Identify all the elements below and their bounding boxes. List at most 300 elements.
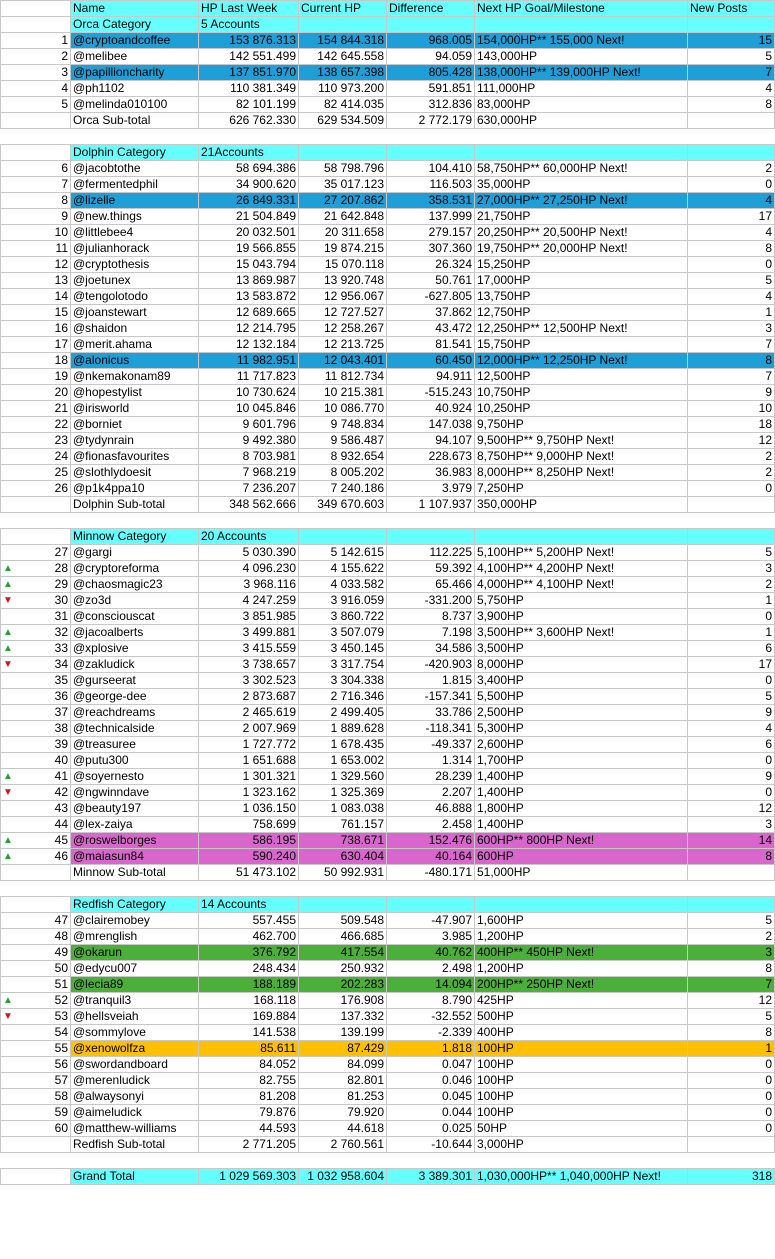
row-index: 6 — [11, 161, 71, 177]
new-posts: 5 — [688, 273, 775, 289]
spacer-cell — [475, 129, 688, 145]
hp-last-week: 142 551.499 — [199, 49, 299, 65]
difference: 116.503 — [387, 177, 475, 193]
subtotal-goal: 51,000HP — [475, 865, 688, 881]
trend-cell — [1, 897, 11, 913]
row-index: 16 — [11, 321, 71, 337]
account-name: @slothlydoesit — [71, 465, 199, 481]
category-empty-cell — [299, 17, 387, 33]
next-goal: 1,400HP — [475, 769, 688, 785]
triangle-up-icon: ▲ — [3, 771, 13, 782]
next-goal: 138,000HP** 139,000HP Next! — [475, 65, 688, 81]
header-row — [1, 1, 775, 17]
new-posts: 8 — [688, 241, 775, 257]
account-name: @mrenglish — [71, 929, 199, 945]
account-name: @fermentedphil — [71, 177, 199, 193]
new-posts: 12 — [688, 433, 775, 449]
table-row — [1, 385, 775, 401]
hp-last-week: 188.189 — [199, 977, 299, 993]
current-hp: 12 727.527 — [299, 305, 387, 321]
subtotal-difference: -480.171 — [387, 865, 475, 881]
row-index: 12 — [11, 257, 71, 273]
category-accounts: 20 Accounts — [199, 529, 299, 545]
current-hp: 1 889.628 — [299, 721, 387, 737]
table-row — [1, 1009, 775, 1025]
new-posts: 9 — [688, 385, 775, 401]
next-goal: 35,000HP — [475, 177, 688, 193]
trend-cell — [1, 417, 11, 433]
trend-cell — [1, 145, 11, 161]
table-row — [1, 161, 775, 177]
trend-cell — [1, 641, 11, 657]
difference: 65.466 — [387, 577, 475, 593]
header-index-cell — [11, 1, 71, 17]
trend-cell — [1, 593, 11, 609]
row-index: 24 — [11, 449, 71, 465]
next-goal: 1,200HP — [475, 961, 688, 977]
difference: 805.428 — [387, 65, 475, 81]
table-row — [1, 737, 775, 753]
spacer-cell — [11, 129, 71, 145]
table-row — [1, 465, 775, 481]
account-name: @cryptoandcoffee — [71, 33, 199, 49]
trend-cell — [1, 369, 11, 385]
row-index: 15 — [11, 305, 71, 321]
trend-cell — [1, 1169, 11, 1185]
subtotal-row — [1, 865, 775, 881]
subtotal-label: Orca Sub-total — [71, 113, 199, 129]
spacer-cell — [475, 1153, 688, 1169]
trend-cell — [1, 433, 11, 449]
table-row — [1, 577, 775, 593]
difference: 26.324 — [387, 257, 475, 273]
current-hp: 44.618 — [299, 1121, 387, 1137]
current-hp: 84.099 — [299, 1057, 387, 1073]
spacer-cell — [387, 129, 475, 145]
difference: 1.314 — [387, 753, 475, 769]
hp-last-week: 462.700 — [199, 929, 299, 945]
hp-last-week: 85.611 — [199, 1041, 299, 1057]
table-row — [1, 561, 775, 577]
next-goal: 100HP — [475, 1073, 688, 1089]
subtotal-hp-last-week: 626 762.330 — [199, 113, 299, 129]
difference: -627.805 — [387, 289, 475, 305]
current-hp: 630.404 — [299, 849, 387, 865]
trend-cell — [1, 353, 11, 369]
hp-last-week: 169.884 — [199, 1009, 299, 1025]
grand-total-label: Grand Total — [71, 1169, 199, 1185]
new-posts: 4 — [688, 721, 775, 737]
current-hp: 82 414.035 — [299, 97, 387, 113]
next-goal: 12,750HP — [475, 305, 688, 321]
row-index: 47 — [11, 913, 71, 929]
current-hp: 27 207.862 — [299, 193, 387, 209]
header-trend-cell — [1, 1, 11, 17]
next-goal: 200HP** 250HP Next! — [475, 977, 688, 993]
current-hp: 12 956.067 — [299, 289, 387, 305]
spacer-cell — [11, 513, 71, 529]
difference: 0.046 — [387, 1073, 475, 1089]
table-row — [1, 321, 775, 337]
difference: 60.450 — [387, 353, 475, 369]
row-index: 43 — [11, 801, 71, 817]
current-hp: 3 317.754 — [299, 657, 387, 673]
trend-cell — [1, 337, 11, 353]
category-empty-cell — [387, 17, 475, 33]
new-posts: 4 — [688, 225, 775, 241]
row-index: 59 — [11, 1105, 71, 1121]
row-index: 22 — [11, 417, 71, 433]
next-goal: 15,250HP — [475, 257, 688, 273]
hp-last-week: 557.455 — [199, 913, 299, 929]
current-hp: 21 642.848 — [299, 209, 387, 225]
account-name: @zakludick — [71, 657, 199, 673]
new-posts: 5 — [688, 545, 775, 561]
next-goal: 9,500HP** 9,750HP Next! — [475, 433, 688, 449]
new-posts: 4 — [688, 193, 775, 209]
table-row — [1, 817, 775, 833]
difference: 591.851 — [387, 81, 475, 97]
trend-cell — [1, 993, 11, 1009]
trend-cell — [1, 625, 11, 641]
account-name: @new.things — [71, 209, 199, 225]
next-goal: 154,000HP** 155,000 Next! — [475, 33, 688, 49]
spacer-cell — [299, 1153, 387, 1169]
new-posts: 0 — [688, 1121, 775, 1137]
hp-last-week: 3 851.985 — [199, 609, 299, 625]
category-empty-cell — [475, 145, 688, 161]
account-name: @gargi — [71, 545, 199, 561]
trend-cell — [1, 865, 11, 881]
triangle-down-icon: ▼ — [3, 787, 13, 798]
trend-cell — [1, 33, 11, 49]
new-posts: 8 — [688, 353, 775, 369]
current-hp: 3 860.722 — [299, 609, 387, 625]
next-goal: 58,750HP** 60,000HP Next! — [475, 161, 688, 177]
trend-cell — [1, 193, 11, 209]
new-posts: 15 — [688, 33, 775, 49]
hp-last-week: 3 738.657 — [199, 657, 299, 673]
table-row — [1, 705, 775, 721]
spacer-cell — [199, 129, 299, 145]
next-goal: 3,500HP** 3,600HP Next! — [475, 625, 688, 641]
next-goal: 9,750HP — [475, 417, 688, 433]
subtotal-difference: 1 107.937 — [387, 497, 475, 513]
hp-last-week: 9 601.796 — [199, 417, 299, 433]
subtotal-posts — [688, 497, 775, 513]
new-posts: 0 — [688, 257, 775, 273]
hp-last-week: 758.699 — [199, 817, 299, 833]
current-hp: 110 973.200 — [299, 81, 387, 97]
current-hp: 7 240.186 — [299, 481, 387, 497]
index-cell — [11, 897, 71, 913]
next-goal: 10,750HP — [475, 385, 688, 401]
new-posts: 0 — [688, 1073, 775, 1089]
hp-last-week: 19 566.855 — [199, 241, 299, 257]
account-name: @littlebee4 — [71, 225, 199, 241]
row-index: 11 — [11, 241, 71, 257]
account-name: @merit.ahama — [71, 337, 199, 353]
trend-cell — [1, 497, 11, 513]
current-hp: 3 450.145 — [299, 641, 387, 657]
subtotal-difference: -10.644 — [387, 1137, 475, 1153]
next-goal: 83,000HP — [475, 97, 688, 113]
next-goal: 2,600HP — [475, 737, 688, 753]
new-posts: 7 — [688, 369, 775, 385]
difference: 8.737 — [387, 609, 475, 625]
table-row — [1, 1089, 775, 1105]
header-hp-last-week: HP Last Week — [199, 1, 299, 17]
next-goal: 10,250HP — [475, 401, 688, 417]
table-row — [1, 993, 775, 1009]
hp-last-week: 586.195 — [199, 833, 299, 849]
account-name: @tydynrain — [71, 433, 199, 449]
new-posts: 3 — [688, 561, 775, 577]
new-posts: 1 — [688, 593, 775, 609]
row-index: 7 — [11, 177, 71, 193]
row-index: 46 — [11, 849, 71, 865]
category-row — [1, 529, 775, 545]
hp-last-week: 7 236.207 — [199, 481, 299, 497]
spacer-cell — [199, 881, 299, 897]
difference: -2.339 — [387, 1025, 475, 1041]
category-title: Orca Category — [71, 17, 199, 33]
current-hp: 9 586.487 — [299, 433, 387, 449]
hp-last-week: 1 727.772 — [199, 737, 299, 753]
account-name: @roswelborges — [71, 833, 199, 849]
row-index: 33 — [11, 641, 71, 657]
spacer-cell — [1, 881, 11, 897]
current-hp: 142 645.558 — [299, 49, 387, 65]
spacer-cell — [688, 881, 775, 897]
difference: -47.907 — [387, 913, 475, 929]
account-name: @cryptoreforma — [71, 561, 199, 577]
account-name: @irisworld — [71, 401, 199, 417]
next-goal: 100HP — [475, 1041, 688, 1057]
trend-cell — [1, 657, 11, 673]
subtotal-hp-last-week: 51 473.102 — [199, 865, 299, 881]
next-goal: 4,000HP** 4,100HP Next! — [475, 577, 688, 593]
hp-last-week: 153 876.313 — [199, 33, 299, 49]
grand-total-current-hp: 1 032 958.604 — [299, 1169, 387, 1185]
difference: 0.047 — [387, 1057, 475, 1073]
difference: 112.225 — [387, 545, 475, 561]
trend-cell — [1, 225, 11, 241]
next-goal: 600HP** 800HP Next! — [475, 833, 688, 849]
current-hp: 4 155.622 — [299, 561, 387, 577]
trend-cell — [1, 977, 11, 993]
spacer-cell — [199, 513, 299, 529]
spacer-cell — [1, 129, 11, 145]
next-goal: 3,400HP — [475, 673, 688, 689]
new-posts: 5 — [688, 689, 775, 705]
row-index: 34 — [11, 657, 71, 673]
account-name: @soyernesto — [71, 769, 199, 785]
account-name: @lex-zaiya — [71, 817, 199, 833]
spacer-cell — [71, 129, 199, 145]
account-name: @tengolotodo — [71, 289, 199, 305]
index-cell — [11, 17, 71, 33]
account-name: @lecia89 — [71, 977, 199, 993]
difference: 94.059 — [387, 49, 475, 65]
difference: 81.541 — [387, 337, 475, 353]
account-name: @clairemobey — [71, 913, 199, 929]
difference: 59.392 — [387, 561, 475, 577]
current-hp: 202.283 — [299, 977, 387, 993]
difference: 1.815 — [387, 673, 475, 689]
table-row — [1, 401, 775, 417]
header-name: Name — [71, 1, 199, 17]
row-index: 36 — [11, 689, 71, 705]
table-body — [1, 1, 775, 1185]
current-hp: 1 653.002 — [299, 753, 387, 769]
row-index: 13 — [11, 273, 71, 289]
account-name: @shaidon — [71, 321, 199, 337]
next-goal: 20,250HP** 20,500HP Next! — [475, 225, 688, 241]
new-posts: 9 — [688, 769, 775, 785]
spacer-cell — [688, 513, 775, 529]
next-goal: 4,100HP** 4,200HP Next! — [475, 561, 688, 577]
new-posts: 7 — [688, 65, 775, 81]
table-row — [1, 833, 775, 849]
table-row — [1, 81, 775, 97]
difference: 46.888 — [387, 801, 475, 817]
row-index: 57 — [11, 1073, 71, 1089]
hp-last-week: 58 694.386 — [199, 161, 299, 177]
hp-last-week: 3 968.116 — [199, 577, 299, 593]
category-empty-cell — [688, 529, 775, 545]
trend-cell — [1, 161, 11, 177]
current-hp: 1 083.038 — [299, 801, 387, 817]
new-posts: 2 — [688, 161, 775, 177]
account-name: @swordandboard — [71, 1057, 199, 1073]
table-row — [1, 913, 775, 929]
next-goal: 2,500HP — [475, 705, 688, 721]
trend-cell — [1, 177, 11, 193]
next-goal: 1,800HP — [475, 801, 688, 817]
row-index: 40 — [11, 753, 71, 769]
category-empty-cell — [299, 145, 387, 161]
difference: 137.999 — [387, 209, 475, 225]
trend-cell — [1, 529, 11, 545]
subtotal-label: Minnow Sub-total — [71, 865, 199, 881]
table-row — [1, 337, 775, 353]
table-row — [1, 193, 775, 209]
table-row — [1, 97, 775, 113]
next-goal: 17,000HP — [475, 273, 688, 289]
current-hp: 2 499.405 — [299, 705, 387, 721]
trend-cell — [1, 81, 11, 97]
subtotal-goal: 630,000HP — [475, 113, 688, 129]
hp-last-week: 13 583.872 — [199, 289, 299, 305]
header-difference: Difference — [387, 1, 475, 17]
next-goal: 1,600HP — [475, 913, 688, 929]
account-name: @putu300 — [71, 753, 199, 769]
hp-last-week: 79.876 — [199, 1105, 299, 1121]
new-posts: 0 — [688, 1089, 775, 1105]
row-index: 30 — [11, 593, 71, 609]
category-empty-cell — [299, 897, 387, 913]
category-accounts: 21Accounts — [199, 145, 299, 161]
current-hp: 250.932 — [299, 961, 387, 977]
difference: 104.410 — [387, 161, 475, 177]
subtotal-posts — [688, 865, 775, 881]
trend-cell — [1, 481, 11, 497]
subtotal-posts — [688, 1137, 775, 1153]
difference: 228.673 — [387, 449, 475, 465]
trend-cell — [1, 385, 11, 401]
account-name: @tranquil3 — [71, 993, 199, 1009]
current-hp: 138 657.398 — [299, 65, 387, 81]
subtotal-goal: 3,000HP — [475, 1137, 688, 1153]
new-posts: 8 — [688, 1025, 775, 1041]
new-posts: 18 — [688, 417, 775, 433]
difference: 0.045 — [387, 1089, 475, 1105]
row-index: 19 — [11, 369, 71, 385]
next-goal: 5,100HP** 5,200HP Next! — [475, 545, 688, 561]
hp-last-week: 1 323.162 — [199, 785, 299, 801]
table-row — [1, 209, 775, 225]
new-posts: 5 — [688, 1009, 775, 1025]
current-hp: 10 215.381 — [299, 385, 387, 401]
new-posts: 1 — [688, 625, 775, 641]
row-index: 20 — [11, 385, 71, 401]
table-row — [1, 305, 775, 321]
account-name: @xplosive — [71, 641, 199, 657]
difference: 152.476 — [387, 833, 475, 849]
new-posts: 0 — [688, 785, 775, 801]
hp-last-week: 1 036.150 — [199, 801, 299, 817]
next-goal: 1,400HP — [475, 817, 688, 833]
account-name: @joetunex — [71, 273, 199, 289]
account-name: @matthew-williams — [71, 1121, 199, 1137]
trend-cell — [1, 801, 11, 817]
hp-last-week: 1 651.688 — [199, 753, 299, 769]
new-posts: 2 — [688, 577, 775, 593]
row-index: 29 — [11, 577, 71, 593]
trend-cell — [1, 929, 11, 945]
grand-total-hp-last-week: 1 029 569.303 — [199, 1169, 299, 1185]
table-row — [1, 801, 775, 817]
row-index: 27 — [11, 545, 71, 561]
row-index: 54 — [11, 1025, 71, 1041]
hp-last-week: 20 032.501 — [199, 225, 299, 241]
hp-last-week: 84.052 — [199, 1057, 299, 1073]
hp-last-week: 7 968.219 — [199, 465, 299, 481]
next-goal: 425HP — [475, 993, 688, 1009]
hp-last-week: 82.755 — [199, 1073, 299, 1089]
row-index: 35 — [11, 673, 71, 689]
hp-last-week: 3 499.881 — [199, 625, 299, 641]
row-index: 56 — [11, 1057, 71, 1073]
row-index: 51 — [11, 977, 71, 993]
difference: 3.985 — [387, 929, 475, 945]
spacer-cell — [688, 129, 775, 145]
new-posts: 2 — [688, 465, 775, 481]
row-index: 60 — [11, 1121, 71, 1137]
current-hp: 20 311.658 — [299, 225, 387, 241]
category-empty-cell — [688, 145, 775, 161]
subtotal-hp-last-week: 2 771.205 — [199, 1137, 299, 1153]
trend-cell — [1, 673, 11, 689]
next-goal: 5,500HP — [475, 689, 688, 705]
difference: -420.903 — [387, 657, 475, 673]
account-name: @chaosmagic23 — [71, 577, 199, 593]
new-posts: 3 — [688, 321, 775, 337]
difference: 50.761 — [387, 273, 475, 289]
trend-cell — [1, 833, 11, 849]
hp-last-week: 9 492.380 — [199, 433, 299, 449]
